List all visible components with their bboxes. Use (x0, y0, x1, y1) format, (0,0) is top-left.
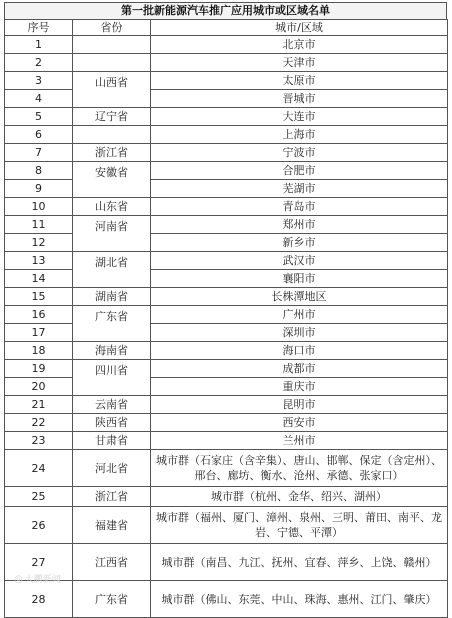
row-province: 湖南省 (73, 288, 151, 306)
row-number: 15 (5, 288, 73, 306)
row-province: 四川省 (73, 360, 151, 396)
table-row (5, 507, 448, 544)
table-row (5, 180, 448, 198)
row-city: 城市群（杭州、金华、绍兴、湖州） (151, 487, 448, 507)
table-row (5, 544, 448, 581)
row-number: 28 (5, 581, 73, 618)
row-number: 1 (5, 36, 73, 54)
row-number: 23 (5, 432, 73, 450)
row-province: 河北省 (73, 450, 151, 487)
table-row (5, 487, 448, 507)
table-row (5, 36, 448, 54)
row-province (73, 126, 151, 144)
table-row (5, 360, 448, 378)
row-province: 辽宁省 (73, 108, 151, 126)
row-number: 12 (5, 234, 73, 252)
row-city: 长株潭地区 (151, 288, 448, 306)
row-number: 9 (5, 180, 73, 198)
row-number: 6 (5, 126, 73, 144)
row-province: 云南省 (73, 396, 151, 414)
row-number: 5 (5, 108, 73, 126)
header-city: 城市/区域 (151, 20, 448, 36)
row-province: 河南省 (73, 216, 151, 252)
row-province: 海南省 (73, 342, 151, 360)
row-number: 8 (5, 162, 73, 180)
row-city: 合肥市 (151, 162, 448, 180)
row-province: 广东省 (73, 306, 151, 342)
row-province: 福建省 (73, 507, 151, 544)
camera-icon: ◎ (14, 574, 23, 585)
table-row (5, 198, 448, 216)
table-header-row (5, 20, 448, 36)
row-number: 16 (5, 306, 73, 324)
row-number: 11 (5, 216, 73, 234)
table-row (5, 216, 448, 234)
row-number: 25 (5, 487, 73, 507)
table-row (5, 126, 448, 144)
row-city: 深圳市 (151, 324, 448, 342)
row-number: 10 (5, 198, 73, 216)
row-city: 城市群（南昌、九江、抚州、宜春、萍乡、上饶、赣州） (151, 544, 448, 581)
row-city: 太原市 (151, 72, 448, 90)
table-row (5, 252, 448, 270)
table-row (5, 396, 448, 414)
table-row (5, 90, 448, 108)
row-number: 22 (5, 414, 73, 432)
table-row (5, 288, 448, 306)
table-row (5, 270, 448, 288)
row-city: 宁波市 (151, 144, 448, 162)
row-city: 青岛市 (151, 198, 448, 216)
row-province: 山西省 (73, 72, 151, 108)
table-row (5, 54, 448, 72)
header-number: 序号 (5, 20, 73, 36)
table-row (5, 414, 448, 432)
row-city: 海口市 (151, 342, 448, 360)
row-number: 26 (5, 507, 73, 544)
row-city: 北京市 (151, 36, 448, 54)
row-city: 天津市 (151, 54, 448, 72)
row-city: 城市群（石家庄（含辛集）、唐山、邯郸、保定（含定州）、邢台、廊坊、衡水、沧州、承德、张家口） (151, 450, 448, 487)
row-number: 3 (5, 72, 73, 90)
table-row (5, 378, 448, 396)
row-number: 14 (5, 270, 73, 288)
row-city: 上海市 (151, 126, 448, 144)
row-city: 新乡市 (151, 234, 448, 252)
header-province: 省份 (73, 20, 151, 36)
table-row (5, 581, 448, 618)
row-city: 芜湖市 (151, 180, 448, 198)
row-number: 7 (5, 144, 73, 162)
row-province (73, 36, 151, 54)
row-number: 13 (5, 252, 73, 270)
row-province: 广东省 (73, 581, 151, 618)
row-province: 浙江省 (73, 144, 151, 162)
row-city: 襄阳市 (151, 270, 448, 288)
row-city: 大连市 (151, 108, 448, 126)
table-row (5, 72, 448, 90)
row-province: 安徽省 (73, 162, 151, 198)
row-number: 4 (5, 90, 73, 108)
row-number: 19 (5, 360, 73, 378)
table-row (5, 306, 448, 324)
row-city: 成都市 (151, 360, 448, 378)
row-number: 21 (5, 396, 73, 414)
row-province: 浙江省 (73, 487, 151, 507)
row-number: 17 (5, 324, 73, 342)
table-row (5, 450, 448, 487)
watermark-text: 大鹏新闻 (24, 575, 61, 585)
table-row (5, 324, 448, 342)
row-number: 24 (5, 450, 73, 487)
table-row (5, 234, 448, 252)
row-city: 城市群（佛山、东莞、中山、珠海、惠州、江门、肇庆） (151, 581, 448, 618)
row-province: 陕西省 (73, 414, 151, 432)
table-row (5, 108, 448, 126)
document-container (4, 2, 447, 618)
watermark (14, 572, 61, 585)
row-city: 昆明市 (151, 396, 448, 414)
row-province: 山东省 (73, 198, 151, 216)
row-city: 兰州市 (151, 432, 448, 450)
row-province: 甘肃省 (73, 432, 151, 450)
table-title: 第一批新能源汽车推广应用城市或区域名单 (4, 2, 447, 19)
table-row (5, 162, 448, 180)
table-body (5, 36, 448, 618)
row-city: 西安市 (151, 414, 448, 432)
row-number: 20 (5, 378, 73, 396)
row-province (73, 54, 151, 72)
row-city: 郑州市 (151, 216, 448, 234)
row-number: 2 (5, 54, 73, 72)
row-city: 武汉市 (151, 252, 448, 270)
city-list-table (4, 19, 448, 618)
table-row (5, 144, 448, 162)
row-city: 广州市 (151, 306, 448, 324)
row-city: 晋城市 (151, 90, 448, 108)
row-province: 湖北省 (73, 252, 151, 288)
table-row (5, 432, 448, 450)
row-province: 江西省 (73, 544, 151, 581)
row-city: 城市群（福州、厦门、漳州、泉州、三明、莆田、南平、龙岩、宁德、平潭） (151, 507, 448, 544)
table-row (5, 342, 448, 360)
row-number: 18 (5, 342, 73, 360)
row-city: 重庆市 (151, 378, 448, 396)
row-number: 27 (5, 544, 73, 581)
